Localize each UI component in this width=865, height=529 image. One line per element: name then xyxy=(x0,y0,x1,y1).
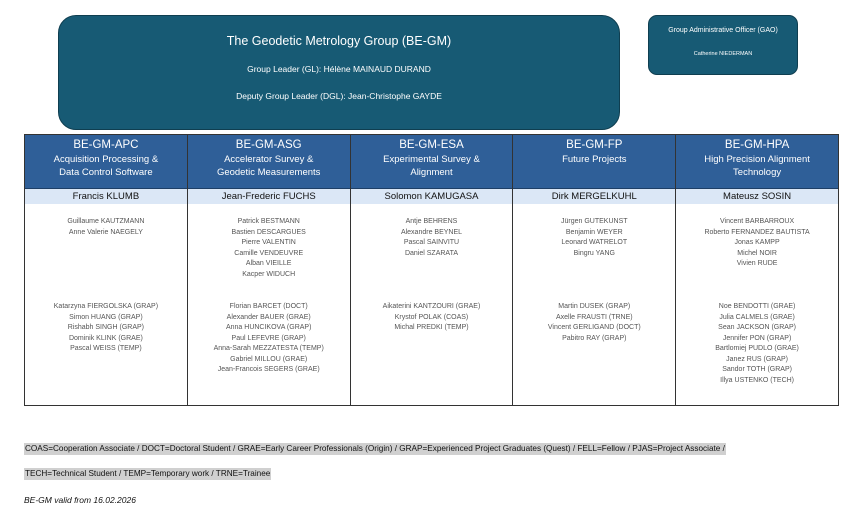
associates-list xyxy=(513,302,675,344)
staff-member: Jonas KAMPP xyxy=(734,239,780,246)
associate-member: Sean JACKSON (GRAP) xyxy=(718,324,796,331)
valid-from-note: BE-GM valid from 16.02.2026 xyxy=(24,495,136,505)
associate-member: Rishabh SINGH (GRAP) xyxy=(67,324,145,331)
associate-member: Alexander BAUER (GRAE) xyxy=(226,313,311,321)
section-code: BE-GM-FP xyxy=(566,139,623,151)
staff-member: Roberto FERNANDEZ BAUTISTA xyxy=(704,228,810,236)
deputy-group-leader: Deputy Group Leader (DGL): Jean-Christophe GAYDE xyxy=(236,91,442,101)
associate-member: Illya USTENKO (TECH) xyxy=(720,376,795,384)
staff-list xyxy=(513,217,675,259)
section-header xyxy=(351,135,513,189)
section-name-line2: Data Control Software xyxy=(59,167,153,178)
staff-member: Guillaume KAUTZMANN xyxy=(67,218,145,225)
staff-member: Leonard WATRELOT xyxy=(561,239,628,246)
section-leader: Jean-Frederic FUCHS xyxy=(188,189,350,204)
section-name-line2: Technology xyxy=(733,167,782,178)
associate-member: Gabriel MILLOU (GRAE) xyxy=(230,355,308,363)
section-leader: Mateusz SOSIN xyxy=(676,189,838,204)
section-name-line1: Acquisition Processing & xyxy=(53,154,159,165)
section-leader: Francis KLUMB xyxy=(25,189,187,204)
associate-member: Anna-Sarah MEZZATESTA (TEMP) xyxy=(213,345,324,352)
associate-member: Aikaterini KANTZOURI (GRAE) xyxy=(382,303,481,310)
staff-member: Benjamin WEYER xyxy=(565,228,623,236)
associate-member: Vincent GERLIGAND (DOCT) xyxy=(547,324,641,331)
section-name-line2: Geodetic Measurements xyxy=(216,167,321,178)
associates-list xyxy=(25,302,187,355)
section-header xyxy=(25,135,187,189)
staff-member: Vivien RUDE xyxy=(736,260,778,267)
staff-list xyxy=(351,217,513,259)
associate-member: Simon HUANG (GRAP) xyxy=(69,313,143,321)
associate-member: Krystof POLAK (COAS) xyxy=(394,313,469,321)
section-leader: Dirk MERGELKUHL xyxy=(513,189,675,204)
associate-member: Paul LEFEVRE (GRAP) xyxy=(231,334,306,342)
associate-member: Anna HUNCIKOVA (GRAP) xyxy=(225,324,312,331)
staff-member: Michel NOIR xyxy=(737,249,777,257)
staff-member: Bastien DESCARGUES xyxy=(231,228,306,236)
section-name-line1: High Precision Alignment xyxy=(704,154,810,165)
staff-member: Bingru YANG xyxy=(573,249,615,257)
associate-member: Janez RUS (GRAP) xyxy=(726,355,789,363)
staff-member: Jürgen GUTEKUNST xyxy=(561,218,628,225)
section-name-line2: Alignment xyxy=(410,167,453,178)
associates-list xyxy=(351,302,513,334)
staff-member: Antje BEHRENS xyxy=(405,218,458,225)
staff-member: Patrick BESTMANN xyxy=(237,218,300,225)
associate-member: Sandor TOTH (GRAP) xyxy=(722,366,792,373)
section-column xyxy=(351,135,514,405)
legend-line-1: COAS=Cooperation Associate / DOCT=Doctoral Student / GRAE=Early Career Professionals (Origin) / GRAP=Experienced Project Graduates (Quest) / FELL=Fellow / PJAS=Project Associate / xyxy=(25,444,725,453)
section-leader: Solomon KAMUGASA xyxy=(351,189,513,204)
associate-member: Jean-Francois SEGERS (GRAE) xyxy=(217,366,320,373)
staff-member: Alban VIEILLE xyxy=(245,260,292,267)
section-header xyxy=(188,135,350,189)
section-header xyxy=(676,135,838,189)
associate-member: Pabitro RAY (GRAP) xyxy=(562,334,627,342)
staff-member: Alexandre BEYNEL xyxy=(400,228,463,236)
section-column xyxy=(676,135,838,405)
associate-member: Florian BARCET (DOCT) xyxy=(229,303,308,310)
section-name-line1: Accelerator Survey & xyxy=(224,154,314,165)
associate-member: Martin DUSEK (GRAP) xyxy=(558,303,631,310)
section-column xyxy=(188,135,351,405)
staff-list xyxy=(676,217,838,270)
staff-member: Camille VENDEUVRE xyxy=(234,249,304,257)
associate-member: Noe BENDOTTI (GRAE) xyxy=(718,303,796,310)
staff-member: Pierre VALENTIN xyxy=(241,239,296,246)
group-leader: Group Leader (GL): Hélène MAINAUD DURAND xyxy=(247,64,431,74)
associates-list xyxy=(676,302,838,386)
group-header-box xyxy=(58,15,620,130)
staff-list xyxy=(188,217,350,280)
section-column xyxy=(513,135,676,405)
gao-box xyxy=(648,15,798,75)
associate-member: Jennifer PON (GRAP) xyxy=(722,334,792,342)
associate-member: Axelle FRAUSTI (TRNE) xyxy=(555,313,633,321)
section-header xyxy=(513,135,675,189)
associate-member: Dominik KLINK (GRAE) xyxy=(68,334,143,342)
section-code: BE-GM-APC xyxy=(73,139,139,151)
staff-member: Vincent BARBARROUX xyxy=(719,218,795,225)
section-name-line1: Future Projects xyxy=(562,154,627,165)
associate-member: Michal PREDKI (TEMP) xyxy=(394,324,469,331)
staff-list xyxy=(25,217,187,238)
staff-member: Pascal SAINVITU xyxy=(403,239,460,246)
section-code: BE-GM-ASG xyxy=(235,139,302,151)
section-name-line1: Experimental Survey & xyxy=(383,154,480,165)
associates-list xyxy=(188,302,350,376)
sections-table xyxy=(24,134,839,406)
gao-title: Group Administrative Officer (GAO) xyxy=(668,27,778,34)
staff-member: Kacper WIDUCH xyxy=(242,270,296,278)
section-code: BE-GM-ESA xyxy=(399,139,464,151)
associate-member: Julia CALMELS (GRAE) xyxy=(719,313,795,321)
group-title: The Geodetic Metrology Group (BE-GM) xyxy=(226,34,452,48)
gao-name: Catherine NIEDERMAN xyxy=(693,51,753,57)
staff-member: Anne Valerie NAEGELY xyxy=(68,228,143,236)
associate-member: Bartlomiej PUDLO (GRAE) xyxy=(715,345,799,352)
section-code: BE-GM-HPA xyxy=(724,139,790,151)
legend-line-2: TECH=Technical Student / TEMP=Temporary work / TRNE=Trainee xyxy=(25,469,271,478)
associate-member: Katarzyna FIERGOLSKA (GRAP) xyxy=(53,303,159,310)
section-column xyxy=(25,135,188,405)
staff-member: Daniel SZARATA xyxy=(404,249,459,257)
associate-member: Pascal WEISS (TEMP) xyxy=(70,345,142,352)
